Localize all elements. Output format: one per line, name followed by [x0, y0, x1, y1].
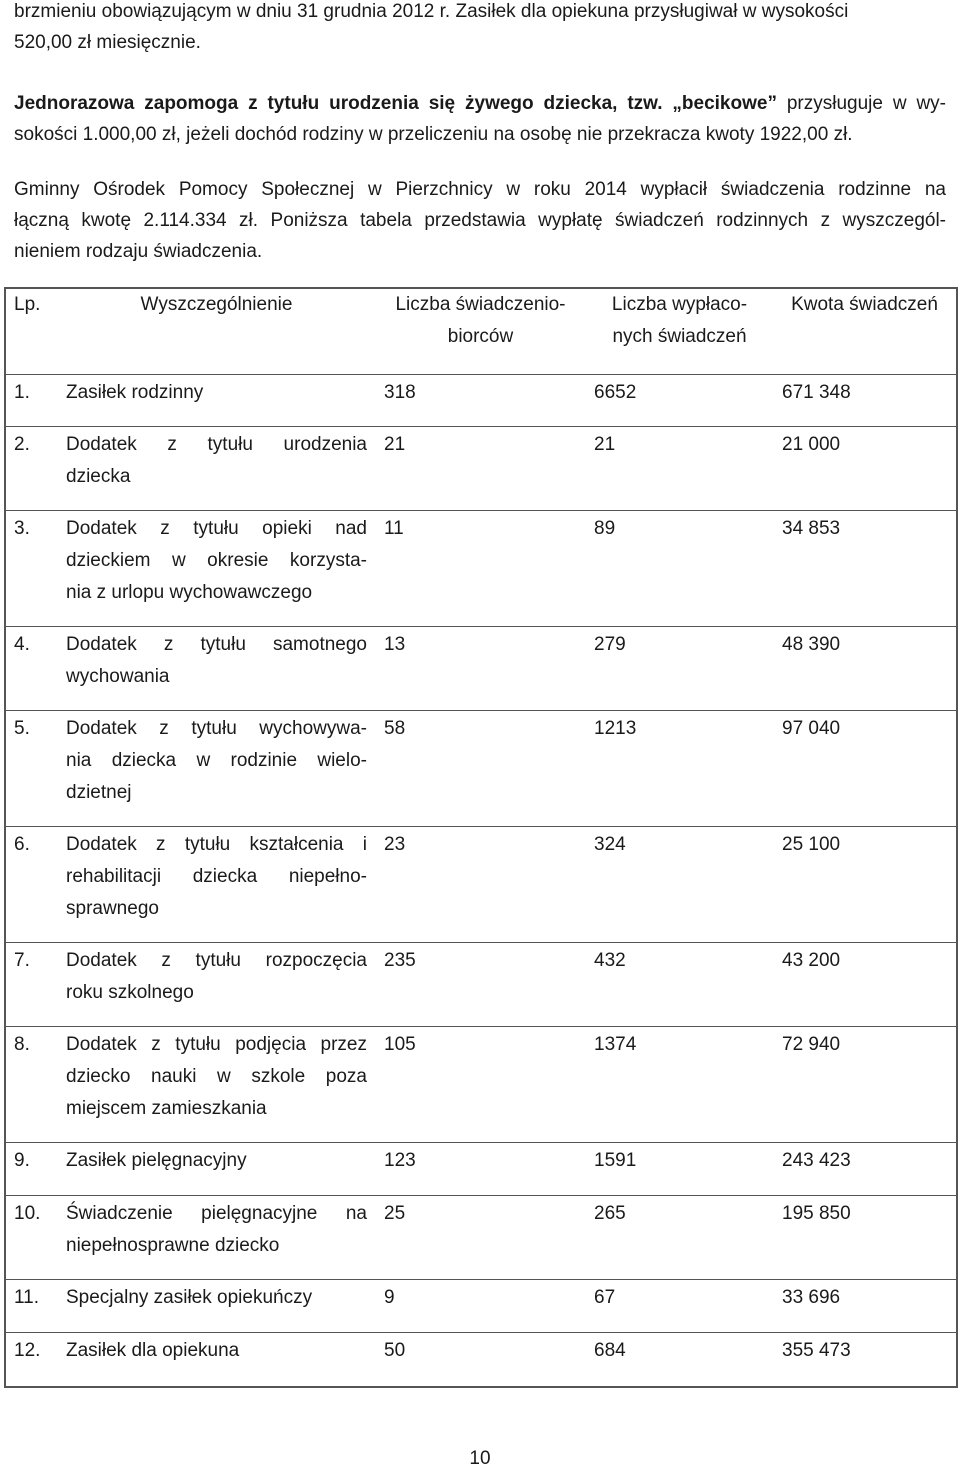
- cell-amount: 195 850: [774, 1196, 956, 1280]
- cell-payments: 1213: [586, 711, 774, 827]
- description-line: Dodatek z tytułu podjęcia przez: [66, 1034, 367, 1055]
- text-line: sokości 1.000,00 zł, jeżeli dochód rodziny w przeliczeniu na osobę nie przekracza kwoty 1922,00 zł.: [14, 124, 853, 145]
- table-row: [6, 827, 956, 943]
- table-row: [6, 511, 956, 627]
- description-line: niepełnosprawne dziecko: [66, 1235, 280, 1256]
- cell-lp: 7.: [6, 943, 58, 1027]
- description-line: Dodatek z tytułu urodzenia: [66, 434, 367, 455]
- cell-payments: 265: [586, 1196, 774, 1280]
- cell-amount: 355 473: [774, 1333, 956, 1386]
- description-line: Dodatek z tytułu opieki nad: [66, 518, 367, 539]
- cell-lp: 11.: [6, 1280, 58, 1333]
- description-line: roku szkolnego: [66, 982, 194, 1003]
- cell-payments: 1374: [586, 1027, 774, 1143]
- cell-amount: 671 348: [774, 375, 956, 427]
- description-line: dzieckiem w okresie korzysta-: [66, 550, 367, 571]
- cell-recipients: 105: [376, 1027, 586, 1143]
- cell-amount: 43 200: [774, 943, 956, 1027]
- cell-payments: 684: [586, 1333, 774, 1386]
- cell-description: [58, 827, 376, 943]
- cell-amount: 33 696: [774, 1280, 956, 1333]
- description-line: Dodatek z tytułu samotnego: [66, 634, 367, 655]
- cell-amount: 48 390: [774, 627, 956, 711]
- description-line: Dodatek z tytułu wychowywa-: [66, 718, 367, 739]
- cell-payments: 6652: [586, 375, 774, 427]
- header-recipients: [376, 289, 586, 375]
- cell-recipients: 21: [376, 427, 586, 511]
- text-line: łączną kwotę 2.114.334 zł. Poniższa tabela przedstawia wypłatę świadczeń rodzinnych z wyszczegól-: [14, 210, 946, 231]
- cell-description: [58, 427, 376, 511]
- cell-amount: 97 040: [774, 711, 956, 827]
- cell-payments: 1591: [586, 1143, 774, 1196]
- paragraph-gops-summary: [14, 174, 946, 267]
- description-line: Zasiłek dla opiekuna: [66, 1340, 240, 1361]
- cell-description: [58, 943, 376, 1027]
- cell-lp: 12.: [6, 1333, 58, 1386]
- cell-amount: 34 853: [774, 511, 956, 627]
- text-line: [14, 88, 946, 119]
- description-line: Dodatek z tytułu kształcenia i: [66, 834, 367, 855]
- cell-amount: 21 000: [774, 427, 956, 511]
- cell-payments: 324: [586, 827, 774, 943]
- cell-recipients: 11: [376, 511, 586, 627]
- page-number: 10: [469, 1448, 491, 1469]
- header-description: Wyszczególnienie: [140, 294, 293, 315]
- paragraph-allowance-info: [14, 0, 946, 58]
- cell-description: [58, 511, 376, 627]
- benefits-table: [6, 289, 956, 1386]
- becikowe-bold-text: Jednorazowa zapomoga z tytułu urodzenia się żywego dziecka, tzw. „becikowe”: [14, 93, 777, 114]
- cell-lp: 6.: [6, 827, 58, 943]
- cell-recipients: 23: [376, 827, 586, 943]
- cell-description: [58, 1027, 376, 1143]
- cell-recipients: 50: [376, 1333, 586, 1386]
- cell-recipients: 25: [376, 1196, 586, 1280]
- table-row: [6, 1280, 956, 1333]
- cell-description: [58, 1196, 376, 1280]
- header-lp: Lp.: [14, 294, 41, 315]
- text-line: nieniem rodzaju świadczenia.: [14, 241, 263, 262]
- table-row: [6, 1333, 956, 1386]
- cell-lp: 3.: [6, 511, 58, 627]
- header-text: nych świadczeń: [612, 326, 747, 347]
- cell-lp: 5.: [6, 711, 58, 827]
- cell-payments: 432: [586, 943, 774, 1027]
- description-line: Specjalny zasiłek opiekuńczy: [66, 1287, 313, 1308]
- cell-amount: 72 940: [774, 1027, 956, 1143]
- table-row: [6, 943, 956, 1027]
- header-text: Liczba świadczenio-: [395, 294, 566, 315]
- description-line: nia z urlopu wychowawczego: [66, 582, 313, 603]
- text-line: 520,00 zł miesięcznie.: [14, 32, 201, 53]
- cell-lp: 1.: [6, 375, 58, 427]
- header-amount: Kwota świadczeń: [791, 294, 938, 315]
- cell-recipients: 58: [376, 711, 586, 827]
- description-line: Dodatek z tytułu rozpoczęcia: [66, 950, 367, 971]
- description-line: Zasiłek rodzinny: [66, 382, 204, 403]
- cell-lp: 10.: [6, 1196, 58, 1280]
- table-body: [6, 375, 956, 1386]
- cell-payments: 279: [586, 627, 774, 711]
- cell-lp: 9.: [6, 1143, 58, 1196]
- text-line: brzmieniu obowiązującym w dniu 31 grudnia 2012 r. Zasiłek dla opiekuna przysługiwał w wysokości: [14, 1, 849, 22]
- header-payments: [586, 289, 774, 375]
- table-row: [6, 375, 956, 427]
- table-row: [6, 1027, 956, 1143]
- cell-description: [58, 711, 376, 827]
- cell-payments: 21: [586, 427, 774, 511]
- cell-lp: 8.: [6, 1027, 58, 1143]
- table-row: [6, 627, 956, 711]
- text-line: Gminny Ośrodek Pomocy Społecznej w Pierzchnicy w roku 2014 wypłacił świadczenia rodzinne na: [14, 179, 946, 200]
- description-line: nia dziecka w rodzinie wielo-: [66, 750, 367, 771]
- description-line: dzietnej: [66, 782, 132, 803]
- description-line: dziecko nauki w szkole poza: [66, 1066, 367, 1087]
- table-row: [6, 427, 956, 511]
- cell-description: [58, 1280, 376, 1333]
- table-row: [6, 1196, 956, 1280]
- description-line: wychowania: [66, 666, 170, 687]
- description-line: miejscem zamieszkania: [66, 1098, 267, 1119]
- cell-payments: 67: [586, 1280, 774, 1333]
- cell-description: [58, 627, 376, 711]
- header-text: biorców: [447, 326, 514, 347]
- paragraph-becikowe: [14, 88, 946, 150]
- cell-payments: 89: [586, 511, 774, 627]
- table-row: [6, 711, 956, 827]
- description-line: Zasiłek pielęgnacyjny: [66, 1150, 247, 1171]
- cell-description: [58, 1143, 376, 1196]
- description-line: rehabilitacji dziecka niepełno-: [66, 866, 367, 887]
- cell-description: [58, 1333, 376, 1386]
- description-line: Świadczenie pielęgnacyjne na: [66, 1203, 367, 1224]
- cell-lp: 4.: [6, 627, 58, 711]
- header-text: Liczba wypłaco-: [611, 294, 748, 315]
- text-fragment: przysługuje w wy-: [776, 93, 946, 114]
- cell-recipients: 123: [376, 1143, 586, 1196]
- cell-description: [58, 375, 376, 427]
- description-line: dziecka: [66, 466, 131, 487]
- cell-recipients: 235: [376, 943, 586, 1027]
- cell-lp: 2.: [6, 427, 58, 511]
- cell-amount: 25 100: [774, 827, 956, 943]
- cell-recipients: 318: [376, 375, 586, 427]
- cell-recipients: 9: [376, 1280, 586, 1333]
- cell-amount: 243 423: [774, 1143, 956, 1196]
- table-header-row: [6, 289, 956, 375]
- cell-recipients: 13: [376, 627, 586, 711]
- table-row: [6, 1143, 956, 1196]
- description-line: sprawnego: [66, 898, 159, 919]
